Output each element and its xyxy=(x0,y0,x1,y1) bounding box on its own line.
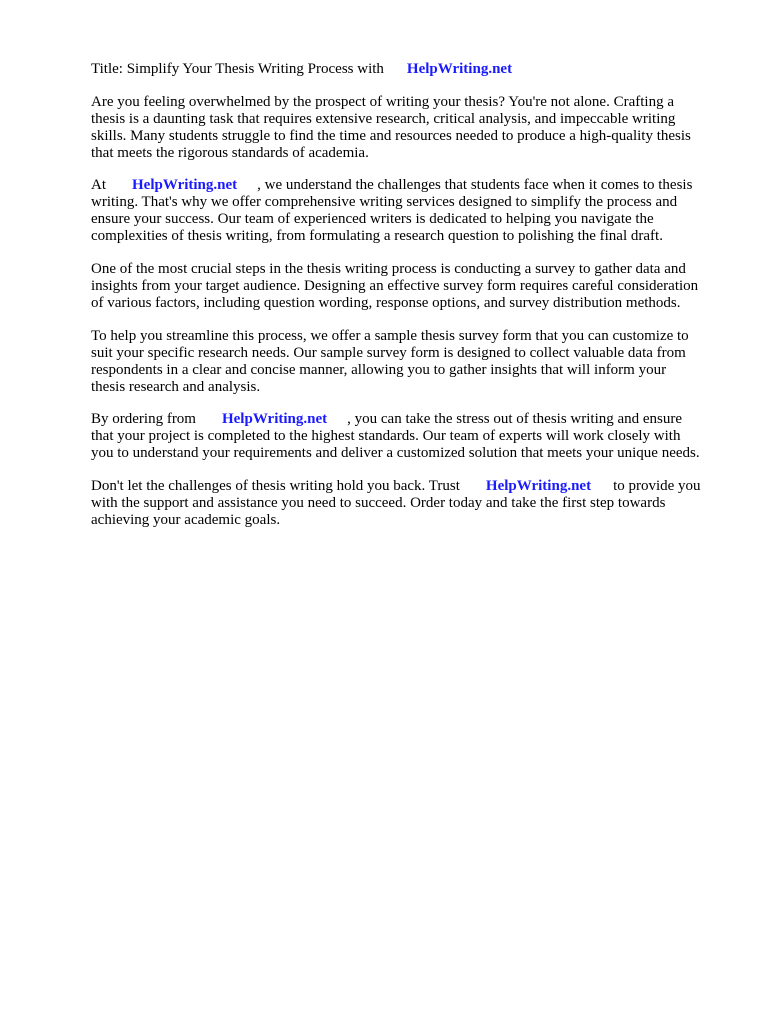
paragraph-5-rest: , you can take the stress out of thesis writing and ensure xyxy=(347,411,683,427)
paragraph-4-line: suit your specific research needs. Our sample survey form is designed to collect valuable data from xyxy=(91,345,686,361)
paragraph-2-line: writing. That's why we offer comprehensive writing services designed to simplify the process and xyxy=(91,194,678,210)
paragraph-1-line: thesis is a daunting task that requires extensive research, critical analysis, and impeccable writing xyxy=(91,111,676,127)
paragraph-2-link[interactable]: HelpWriting.net xyxy=(132,177,238,193)
paragraph-2-lead: At xyxy=(91,177,106,193)
paragraph-2-line: ensure your success. Our team of experienced writers is dedicated to helping you navigate the xyxy=(91,211,654,227)
paragraph-5-lead: By ordering from xyxy=(91,411,196,427)
paragraph-6-link[interactable]: HelpWriting.net xyxy=(485,478,592,494)
paragraph-4-line: respondents in a clear and concise manner, allowing you to gather insights that will inform your xyxy=(91,362,667,378)
paragraph-4-line: To help you streamline this process, we offer a sample thesis survey form that you can customize to xyxy=(91,328,689,344)
paragraph-3-line: insights from your target audience. Designing an effective survey form requires careful consideration xyxy=(91,278,699,294)
paragraph-2-first-line xyxy=(91,177,692,194)
paragraph-1-line: skills. Many students struggle to find the time and resources needed to produce a high-quality thesis xyxy=(91,128,691,144)
paragraph-6-lead: Don't let the challenges of thesis writing hold you back. Trust xyxy=(91,478,460,494)
paragraph-2-rest: , we understand the challenges that students face when it comes to thesis xyxy=(257,177,693,193)
paragraph-1-line: Are you feeling overwhelmed by the prospect of writing your thesis? You're not alone. Crafting a xyxy=(91,94,674,110)
title-link[interactable]: HelpWriting.net xyxy=(406,61,513,77)
paragraph-1-line: that meets the rigorous standards of academia. xyxy=(91,145,369,161)
paragraph-3-line: of various factors, including question wording, response options, and survey distribution methods. xyxy=(91,295,681,311)
paragraph-6-first-line xyxy=(91,478,701,495)
title-prefix: Title: Simplify Your Thesis Writing Process with xyxy=(91,61,384,77)
document-title xyxy=(91,61,512,78)
paragraph-5-first-line xyxy=(91,411,682,428)
paragraph-5-line: you to understand your requirements and deliver a customized solution that meets your unique needs. xyxy=(91,445,700,461)
paragraph-6-rest: to provide you xyxy=(613,478,701,494)
paragraph-6-line: with the support and assistance you need to succeed. Order today and take the first step towards xyxy=(91,495,666,511)
paragraph-4-line: thesis research and analysis. xyxy=(91,379,261,395)
paragraph-6-line: achieving your academic goals. xyxy=(91,512,281,528)
paragraph-2-line: complexities of thesis writing, from formulating a research question to polishing the final draft. xyxy=(91,228,663,244)
paragraph-3-line: One of the most crucial steps in the thesis writing process is conducting a survey to gather data and xyxy=(91,261,686,277)
paragraph-5-line: that your project is completed to the highest standards. Our team of experts will work closely with xyxy=(91,428,681,444)
paragraph-5-link[interactable]: HelpWriting.net xyxy=(221,411,328,427)
